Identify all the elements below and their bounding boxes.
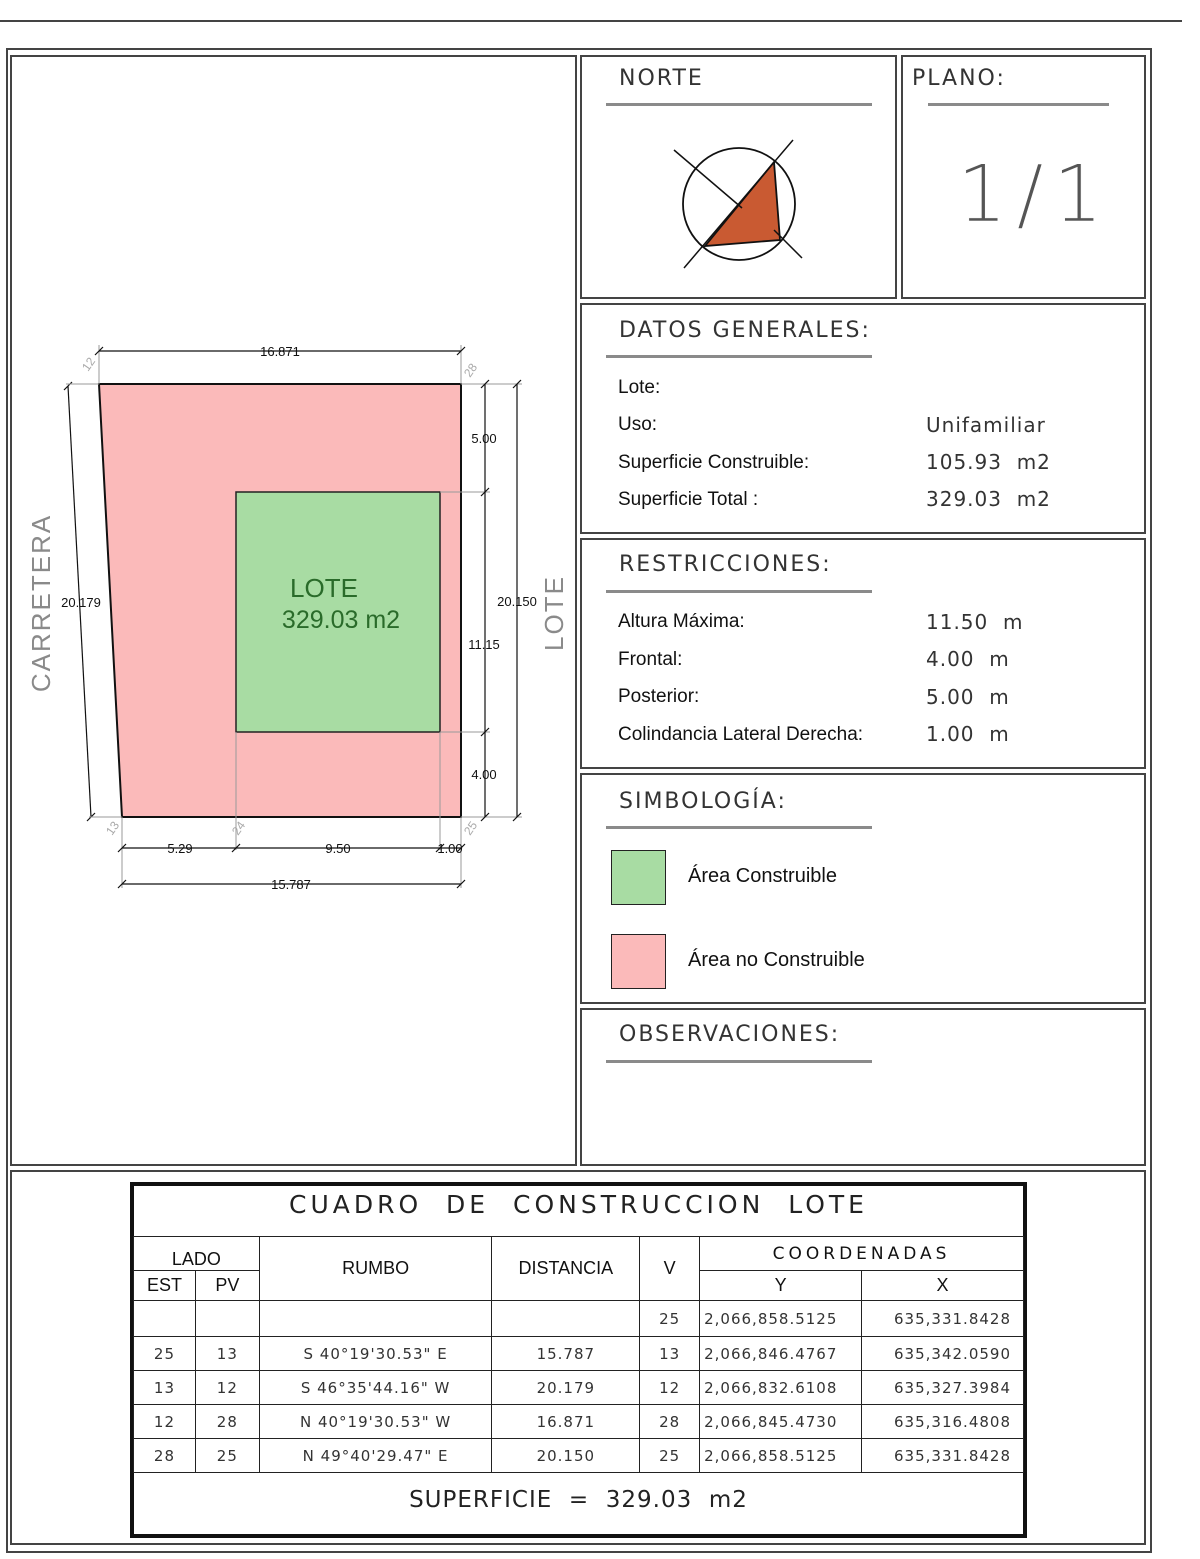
cell-y: 2,066,846.4767: [700, 1337, 862, 1371]
cell-v: 25: [640, 1301, 700, 1337]
observaciones-title: OBSERVACIONES:: [619, 1022, 841, 1047]
restricciones-title: RESTRICCIONES:: [619, 552, 832, 577]
norte-title: NORTE: [619, 66, 704, 91]
header-v: V: [640, 1237, 700, 1301]
table-row: [134, 1301, 1024, 1337]
dim-bottom-1: 5.29: [167, 841, 193, 856]
dim-right-top: 5.00: [471, 431, 497, 446]
cell-distancia: 20.179: [492, 1371, 640, 1405]
dim-bottom-2: 9.50: [325, 841, 351, 856]
lot-plan-drawing: [0, 0, 580, 1000]
cell-pv: 25: [195, 1439, 259, 1473]
lot-area-label: 329.03 m2: [281, 606, 401, 634]
cuadro-title: CUADRO DE CONSTRUCCION LOTE: [289, 1190, 868, 1219]
cell-rumbo: N 49°40'29.47" E: [259, 1439, 492, 1473]
norte-title-rule: [606, 103, 872, 106]
cuadro-table: [133, 1236, 1024, 1473]
cell-v: 25: [640, 1439, 700, 1473]
restriccion-value: 4.00 m: [926, 647, 1010, 671]
restriccion-label: Posterior:: [618, 686, 700, 707]
table-row: [134, 1371, 1024, 1405]
dim-top: 16.871: [260, 344, 300, 359]
cell-y: 2,066,845.4730: [700, 1405, 862, 1439]
cell-x: 635,342.0590: [862, 1337, 1024, 1371]
cell-v: 12: [640, 1371, 700, 1405]
header-coordenadas: COORDENADAS: [700, 1237, 1024, 1271]
cell-pv: [195, 1301, 259, 1337]
cell-y: 2,066,858.5125: [700, 1301, 862, 1337]
sup-total-label: Superficie Total :: [618, 489, 759, 510]
restriccion-value: 5.00 m: [926, 685, 1010, 709]
sup-total-value: 329.03 m2: [926, 487, 1051, 511]
cell-pv: 13: [195, 1337, 259, 1371]
dim-left: 20.179: [61, 595, 101, 610]
cell-x: 635,327.3984: [862, 1371, 1024, 1405]
dim-bottom-total: 15.787: [271, 877, 311, 892]
legend-label: Área no Construible: [688, 949, 865, 971]
header-x: X: [862, 1271, 1024, 1301]
simbologia-rule: [606, 826, 872, 829]
plano-number: 1/1: [957, 150, 1113, 240]
cell-x: 635,331.8428: [862, 1301, 1024, 1337]
cell-est: 13: [134, 1371, 196, 1405]
vertex-25: 25: [460, 818, 481, 838]
cell-est: 25: [134, 1337, 196, 1371]
cell-x: 635,331.8428: [862, 1439, 1024, 1473]
vertex-12: 12: [78, 354, 99, 374]
swatch-no-construible: [611, 934, 666, 989]
cell-est: [134, 1301, 196, 1337]
vertex-24: 24: [228, 818, 249, 838]
cell-y: 2,066,858.5125: [700, 1439, 862, 1473]
cell-distancia: 15.787: [492, 1337, 640, 1371]
dim-right: 20.150: [497, 594, 537, 609]
cell-rumbo: N 40°19'30.53" W: [259, 1405, 492, 1439]
dim-right-bot: 4.00: [471, 767, 497, 782]
north-arrow-icon: [660, 130, 820, 280]
swatch-construible: [611, 850, 666, 905]
header-lado: LADO: [134, 1237, 260, 1271]
cell-distancia: 20.150: [492, 1439, 640, 1473]
header-distancia: DISTANCIA: [492, 1237, 640, 1301]
header-est: EST: [134, 1271, 196, 1301]
cell-rumbo: S 46°35'44.16" W: [259, 1371, 492, 1405]
vertex-13: 13: [102, 818, 123, 838]
cell-v: 28: [640, 1405, 700, 1439]
sup-construible-label: Superficie Construible:: [618, 452, 810, 473]
simbologia-title: SIMBOLOGÍA:: [619, 789, 787, 814]
legend-label: Área Construible: [688, 865, 837, 887]
lote-label: Lote:: [618, 377, 661, 398]
restriccion-label: Colindancia Lateral Derecha:: [618, 724, 864, 745]
restricciones-rule: [606, 590, 872, 593]
carretera-label: CARRETERA: [26, 513, 56, 693]
cell-x: 635,316.4808: [862, 1405, 1024, 1439]
superficie-total: SUPERFICIE = 329.03 m2: [409, 1487, 748, 1513]
header-y: Y: [700, 1271, 862, 1301]
dim-bottom-3: 1.00: [437, 841, 463, 856]
table-row: [134, 1405, 1024, 1439]
header-rumbo: RUMBO: [259, 1237, 492, 1301]
plano-title-rule: [928, 103, 1109, 106]
datos-generales-rule: [606, 355, 872, 358]
cell-pv: 12: [195, 1371, 259, 1405]
vertex-28: 28: [460, 360, 481, 380]
observaciones-rule: [606, 1060, 872, 1063]
plano-title: PLANO:: [912, 66, 1006, 91]
cell-v: 13: [640, 1337, 700, 1371]
uso-value: Unifamiliar: [926, 413, 1046, 437]
cell-distancia: 16.871: [492, 1405, 640, 1439]
table-row: [134, 1439, 1024, 1473]
header-pv: PV: [195, 1271, 259, 1301]
cell-y: 2,066,832.6108: [700, 1371, 862, 1405]
cell-distancia: [492, 1301, 640, 1337]
restriccion-label: Frontal:: [618, 649, 683, 670]
uso-label: Uso:: [618, 414, 658, 435]
lot-label: LOTE: [290, 573, 358, 603]
datos-generales-title: DATOS GENERALES:: [619, 318, 871, 343]
restriccion-label: Altura Máxima:: [618, 611, 745, 632]
lote-side-label: LOTE: [539, 575, 569, 651]
cell-est: 12: [134, 1405, 196, 1439]
restriccion-value: 11.50 m: [926, 610, 1024, 634]
cell-rumbo: S 40°19'30.53" E: [259, 1337, 492, 1371]
restriccion-value: 1.00 m: [926, 722, 1010, 746]
cell-pv: 28: [195, 1405, 259, 1439]
table-row: [134, 1337, 1024, 1371]
sup-construible-value: 105.93 m2: [926, 450, 1051, 474]
dim-right-mid: 11.15: [468, 637, 500, 652]
cell-est: 28: [134, 1439, 196, 1473]
cell-rumbo: [259, 1301, 492, 1337]
